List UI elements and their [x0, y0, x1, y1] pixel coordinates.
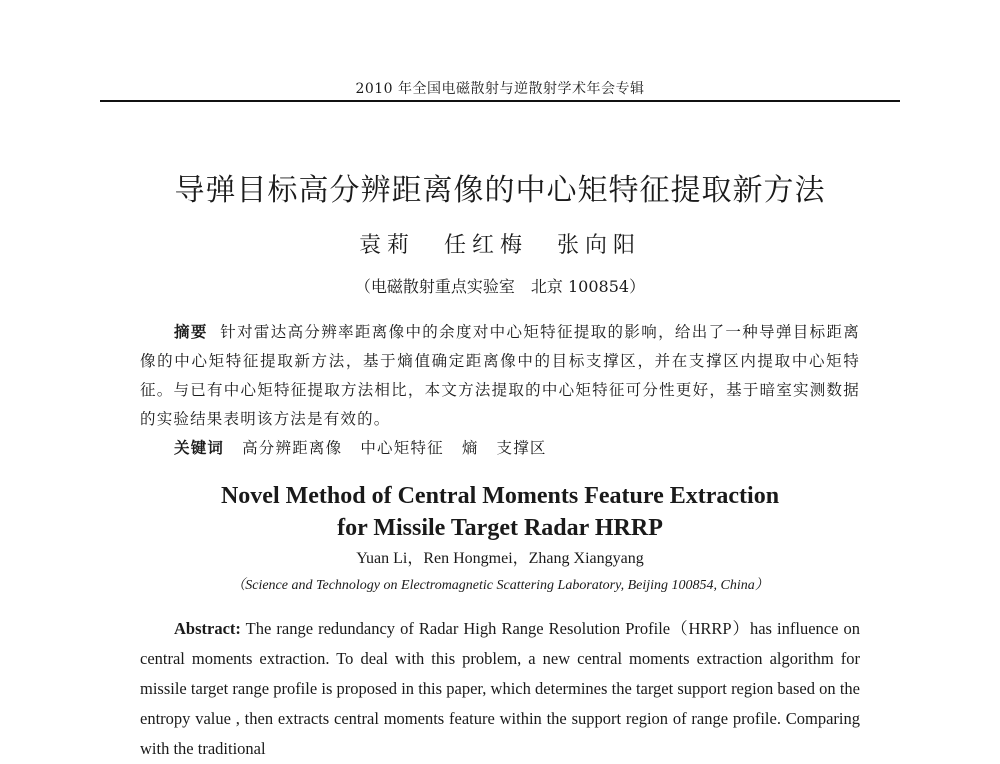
abstract-label-chinese: 摘要: [174, 323, 208, 341]
abstract-label-english: Abstract:: [174, 619, 241, 638]
keyword-item: 支撑区: [496, 439, 547, 457]
header-rule: [100, 100, 900, 102]
paper-title-english: [100, 480, 900, 544]
keywords-label-chinese: 关键词: [174, 439, 225, 457]
abstract-text-chinese: 针对雷达高分辨率距离像中的余度对中心矩特征提取的影响，给出了一种导弹目标距离像的中心矩特征提取新方法，基于熵值确定距离像中的目标支撑区，并在支撑区内提取中心矩特征。与已有中心矩特征提取方法相比，本文方法提取的中心矩特征可分性更好，基于暗室实测数据的实验结果表明该方法是有效的。: [140, 323, 860, 428]
abstract-english: [140, 614, 860, 764]
affiliation-chinese: （电磁散射重点实验室 北京 100854）: [354, 277, 646, 296]
title-english-line-2: for Missile Target Radar HRRP: [337, 515, 663, 541]
running-head: 2010 年全国电磁散射与逆散射学术年会专辑: [355, 81, 645, 97]
authors-chinese: 袁莉 任红梅 张向阳: [359, 233, 641, 258]
keyword-item: 熵: [461, 439, 479, 457]
title-english-line-1: Novel Method of Central Moments Feature Extraction: [220, 483, 780, 509]
keyword-item: 高分辨距离像: [242, 439, 343, 457]
authors-english: Yuan Li，Ren Hongmei，Zhang Xiangyang: [356, 550, 644, 567]
abstract-chinese: [140, 318, 860, 434]
affiliation-english: （Science and Technology on Electromagnetic Scattering Laboratory, Beijing 100854, China）: [231, 578, 769, 593]
abstract-text-english: The range redundancy of Radar High Range Resolution Profile（HRRP）has influence on central moments extraction. To deal with this problem, a new central moments extraction algorithm for missile target range profile is proposed in this paper, which determines the target support region based on the entropy value , then extracts central moments feature within the support region of range profile. Comparing with the traditional: [140, 619, 860, 758]
keyword-item: 中心矩特征: [360, 439, 444, 457]
paper-title-chinese: 导弹目标高分辨距离像的中心矩特征提取新方法: [174, 173, 826, 208]
keywords-chinese: [174, 436, 864, 458]
